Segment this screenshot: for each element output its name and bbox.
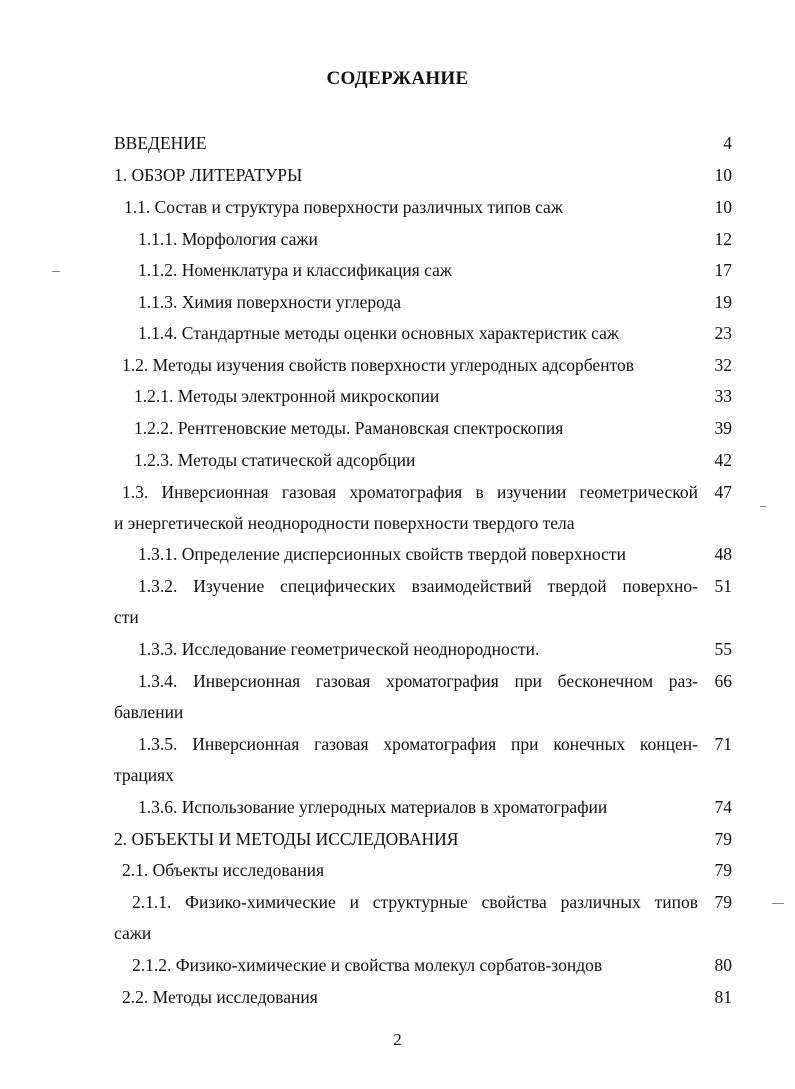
toc-entry-text: 1.1. Состав и структура поверхности различных типов саж — [124, 197, 563, 217]
scan-speck — [760, 506, 766, 507]
toc-entry-page: 10 — [714, 197, 732, 217]
toc-entry-page: 47 — [714, 482, 732, 502]
toc-entry-text: 2.1.1. Физико-химические и структурные свойства различных типов — [132, 892, 698, 912]
toc-entry-page: 42 — [714, 450, 732, 470]
toc-entry-page: 19 — [714, 292, 732, 312]
page-title: СОДЕРЖАНИЕ — [326, 68, 469, 89]
toc-entry — [0, 731, 795, 757]
toc-entry-page: 79 — [714, 860, 732, 880]
toc-entry — [0, 194, 795, 220]
toc-entry-text: 2.1.2. Физико-химические и свойства молекул сорбатов-зондов — [132, 955, 603, 975]
toc-entry — [0, 952, 795, 978]
toc-entry-continuation: сти — [114, 607, 139, 627]
toc-entry — [0, 383, 795, 409]
toc-entry-page: 10 — [714, 165, 732, 185]
toc-entry-text: 1.2.1. Методы электронной микроскопии — [134, 386, 440, 406]
toc-entry-text: 1.1.4. Стандартные методы оценки основных характеристик саж — [138, 323, 620, 343]
toc-entry — [0, 320, 795, 346]
toc-entry-continuation: бавлении — [114, 702, 184, 722]
toc-entry-text: 1.3.1. Определение дисперсионных свойств твердой поверхности — [138, 544, 626, 564]
toc-entry-continuation: трациях — [114, 765, 174, 785]
toc-entry-text: 1.3.6. Использование углеродных материалов в хроматографии — [138, 797, 608, 817]
toc-entry-text: 1.2.2. Рентгеновские методы. Рамановская спектроскопия — [134, 418, 564, 438]
toc-entry-text: 1.3.3. Исследование геометрической неоднородности. — [138, 639, 540, 659]
toc-entry-text: 2. ОБЪЕКТЫ И МЕТОДЫ ИССЛЕДОВАНИЯ — [114, 829, 459, 849]
toc-entry-text: 1.3.4. Инверсионная газовая хроматография при бесконечном раз- — [138, 671, 698, 691]
scan-speck — [772, 903, 784, 904]
toc-entry-page: 51 — [714, 576, 732, 596]
toc-entry — [0, 668, 795, 694]
toc-entry — [0, 226, 795, 252]
toc-entry-page: 33 — [714, 386, 732, 406]
toc-entry-page: 4 — [723, 133, 732, 153]
toc-entry-page: 17 — [714, 260, 732, 280]
toc-entry-text: 1.2. Методы изучения свойств поверхности углеродных адсорбентов — [122, 355, 634, 375]
toc-entry — [0, 826, 795, 852]
toc-entry-text: 1.1.1. Морфология сажи — [138, 229, 318, 249]
toc-entry — [0, 130, 795, 156]
toc-entry — [0, 636, 795, 662]
toc-entry-text: 2.1. Объекты исследования — [122, 860, 325, 880]
toc-entry-text: 1.1.3. Химия поверхности углерода — [138, 292, 402, 312]
toc-entry-page: 71 — [714, 734, 732, 754]
toc-entry-page: 23 — [714, 323, 732, 343]
toc-entry-text: 1. ОБЗОР ЛИТЕРАТУРЫ — [114, 165, 303, 185]
toc-entry-continuation: и энергетической неоднородности поверхности твердого тела — [114, 513, 575, 533]
toc-entry — [0, 289, 795, 315]
toc-entry-page: 39 — [714, 418, 732, 438]
toc-entry-page: 79 — [714, 892, 732, 912]
toc-entry-text: 1.3.5. Инверсионная газовая хроматография при конечных концен- — [138, 734, 698, 754]
toc-entry-page: 80 — [714, 955, 732, 975]
toc-entry — [0, 415, 795, 441]
toc-entry — [0, 257, 795, 283]
toc-entry-text: 1.3. Инверсионная газовая хроматография в изучении геометрической — [122, 482, 698, 502]
scan-speck — [52, 271, 60, 272]
toc-entry-page: 55 — [714, 639, 732, 659]
toc-entry-continuation: сажи — [114, 923, 152, 943]
toc-entry — [0, 541, 795, 567]
toc-entry-text: 2.2. Методы исследования — [122, 987, 318, 1007]
toc-entry-text: 1.1.2. Номенклатура и классификация саж — [138, 260, 452, 280]
toc-entry — [0, 352, 795, 378]
toc-entry-page: 81 — [714, 987, 732, 1007]
toc-entry — [0, 447, 795, 473]
toc-entry-text: 1.3.2. Изучение специфических взаимодействий твердой поверхно- — [138, 576, 698, 596]
toc-entry-text: 1.2.3. Методы статической адсорбции — [134, 450, 416, 470]
toc-entry — [0, 857, 795, 883]
toc-entry-page: 48 — [714, 544, 732, 564]
page-number: 2 — [393, 1030, 402, 1049]
toc-entry-page: 12 — [714, 229, 732, 249]
toc-entry — [0, 889, 795, 915]
toc-entry-text: ВВЕДЕНИЕ — [114, 133, 207, 153]
toc-entry — [0, 794, 795, 820]
toc-entry — [0, 162, 795, 188]
toc-entry-page: 74 — [714, 797, 732, 817]
toc-entry-page: 32 — [714, 355, 732, 375]
toc-entry — [0, 479, 795, 505]
toc-entry — [0, 573, 795, 599]
toc-entry-page: 66 — [714, 671, 732, 691]
toc-entry — [0, 984, 795, 1010]
toc-entry-page: 79 — [714, 829, 732, 849]
